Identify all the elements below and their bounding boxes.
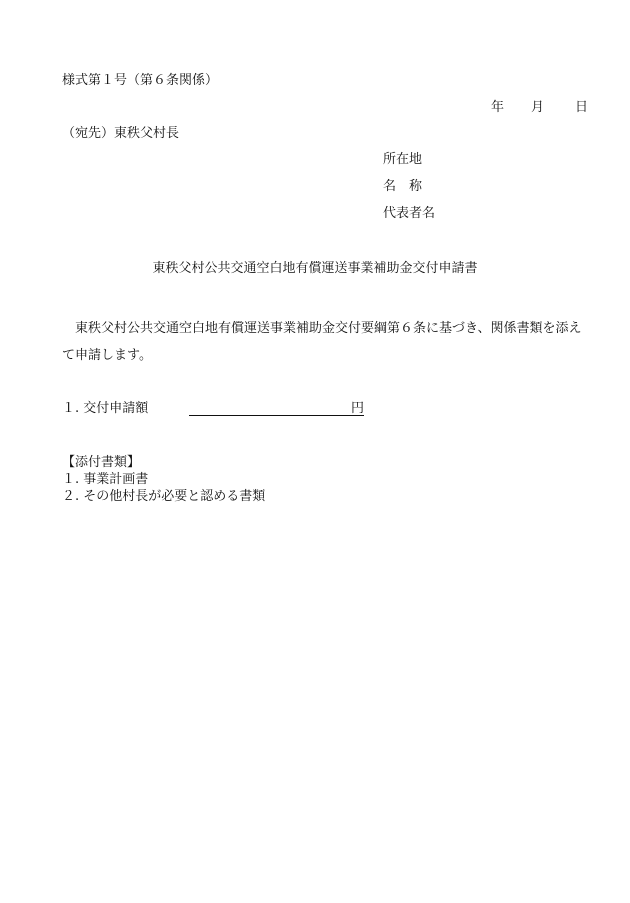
amount-blank-line bbox=[189, 402, 351, 416]
document-title: 東秩父村公共交通空白地有償運送事業補助金交付申請書 bbox=[152, 261, 478, 276]
applicant-address-label: 所在地 bbox=[383, 152, 423, 167]
date-month-label: 月 bbox=[531, 100, 545, 115]
attachment-item: １. 事業計画書 bbox=[62, 472, 149, 487]
addressee: （宛先）東秩父村長 bbox=[62, 126, 180, 141]
applicant-representative-label: 代表者名 bbox=[383, 206, 436, 221]
application-statement: 東秩父村公共交通空白地有償運送事業補助金交付要綱第６条に基づき、関係書類を添えて申請します。 bbox=[62, 321, 582, 363]
applicant-name-label: 名 称 bbox=[383, 179, 423, 194]
date-line bbox=[491, 101, 588, 114]
form-number: 様式第１号（第６条関係） bbox=[62, 73, 219, 88]
date-year-label: 年 bbox=[491, 100, 505, 115]
amount-label: １. 交付申請額 bbox=[62, 401, 149, 416]
applicant-block bbox=[383, 153, 435, 234]
amount-unit: 円 bbox=[351, 401, 365, 416]
attachments-heading: 【添付書類】 bbox=[62, 455, 141, 470]
amount-row bbox=[62, 402, 364, 416]
attachment-item: ２. その他村長が必要と認める書類 bbox=[62, 489, 266, 504]
attachments-section bbox=[62, 456, 265, 507]
date-day-label: 日 bbox=[575, 100, 589, 115]
